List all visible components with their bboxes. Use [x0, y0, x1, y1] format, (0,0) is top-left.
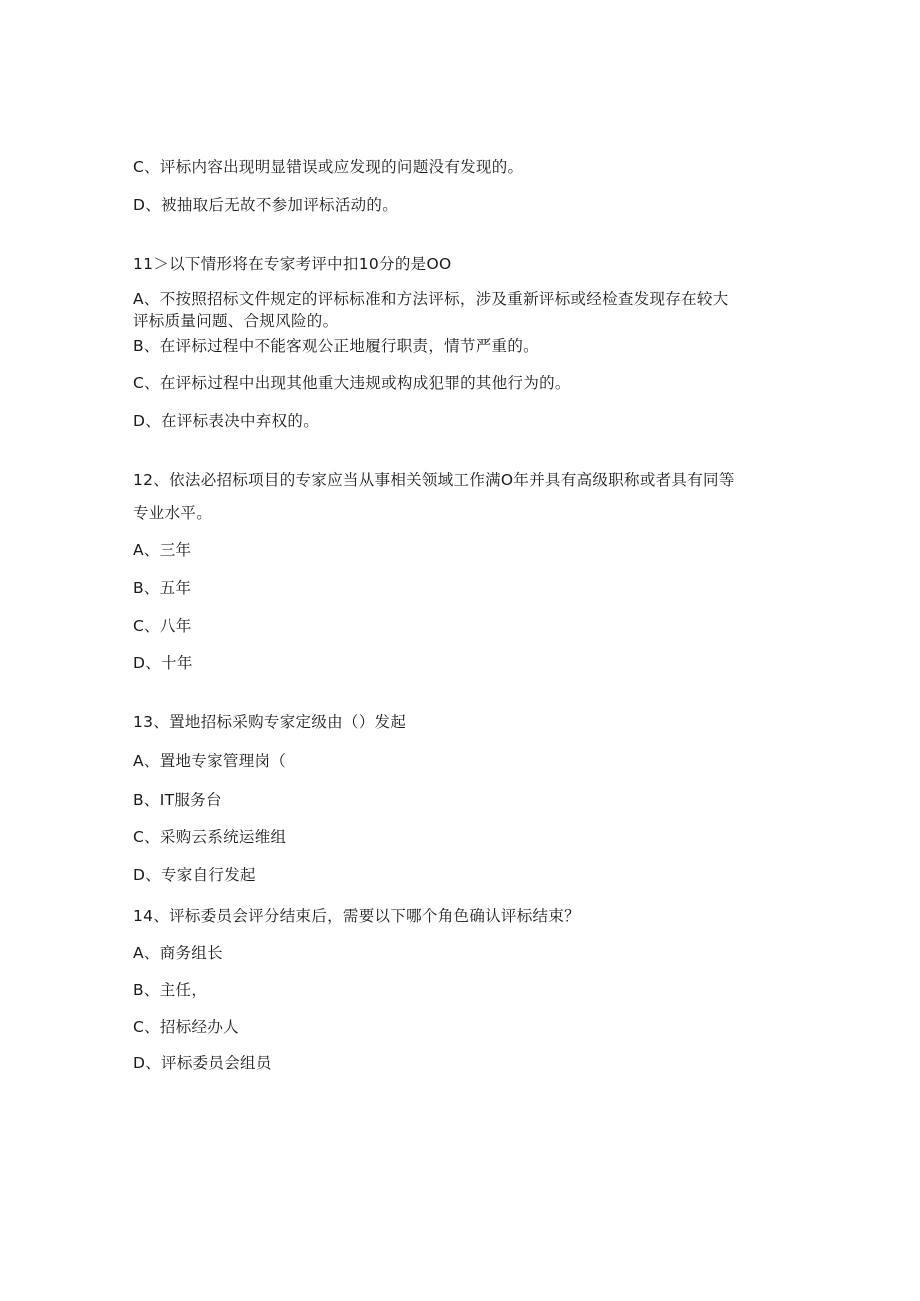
q11-stem: 11＞以下情形将在专家考评中扣10分的是OO — [133, 255, 452, 273]
q13-option-d: D、专家自行发起 — [133, 866, 256, 884]
q11-option-a-line2: 评标质量问题、合规风险的。 — [133, 312, 339, 330]
q10-option-c: C、评标内容出现明显错误或应发现的问题没有发现的。 — [133, 158, 524, 176]
q13-option-c: C、采购云系统运维组 — [133, 828, 287, 846]
q12-option-c: C、八年 — [133, 617, 192, 635]
q10-option-d: D、被抽取后无故不参加评标活动的。 — [133, 196, 399, 214]
q13-stem: 13、置地招标采购专家定级由（）发起 — [133, 713, 407, 731]
q12-option-a: A、三年 — [133, 541, 192, 559]
q13-option-b: B、IT服务台 — [133, 791, 222, 809]
q12-stem-line2: 专业水平。 — [133, 504, 213, 522]
q12-stem-line1: 12、依法必招标项目的专家应当从事相关领域工作满O年并具有高级职称或者具有同等 — [133, 471, 735, 489]
q14-option-b: B、主任， — [133, 981, 208, 999]
q11-option-d: D、在评标表决中弃权的。 — [133, 412, 320, 430]
q14-stem: 14、评标委员会评分结束后，需要以下哪个角色确认评标结束？ — [133, 907, 580, 925]
q13-option-a: A、置地专家管理岗（ — [133, 752, 287, 770]
q12-option-b: B、五年 — [133, 579, 192, 597]
q11-option-a-line1: A、不按照招标文件规定的评标标准和方法评标，涉及重新评标或经检查发现存在较大 — [133, 290, 729, 308]
q12-option-d: D、十年 — [133, 654, 193, 672]
q11-option-b: B、在评标过程中不能客观公正地履行职责，情节严重的。 — [133, 337, 539, 355]
q14-option-c: C、招标经办人 — [133, 1018, 239, 1036]
q11-option-c: C、在评标过程中出现其他重大违规或构成犯罪的其他行为的。 — [133, 374, 571, 392]
q14-option-d: D、评标委员会组员 — [133, 1054, 272, 1072]
q14-option-a: A、商务组长 — [133, 944, 223, 962]
